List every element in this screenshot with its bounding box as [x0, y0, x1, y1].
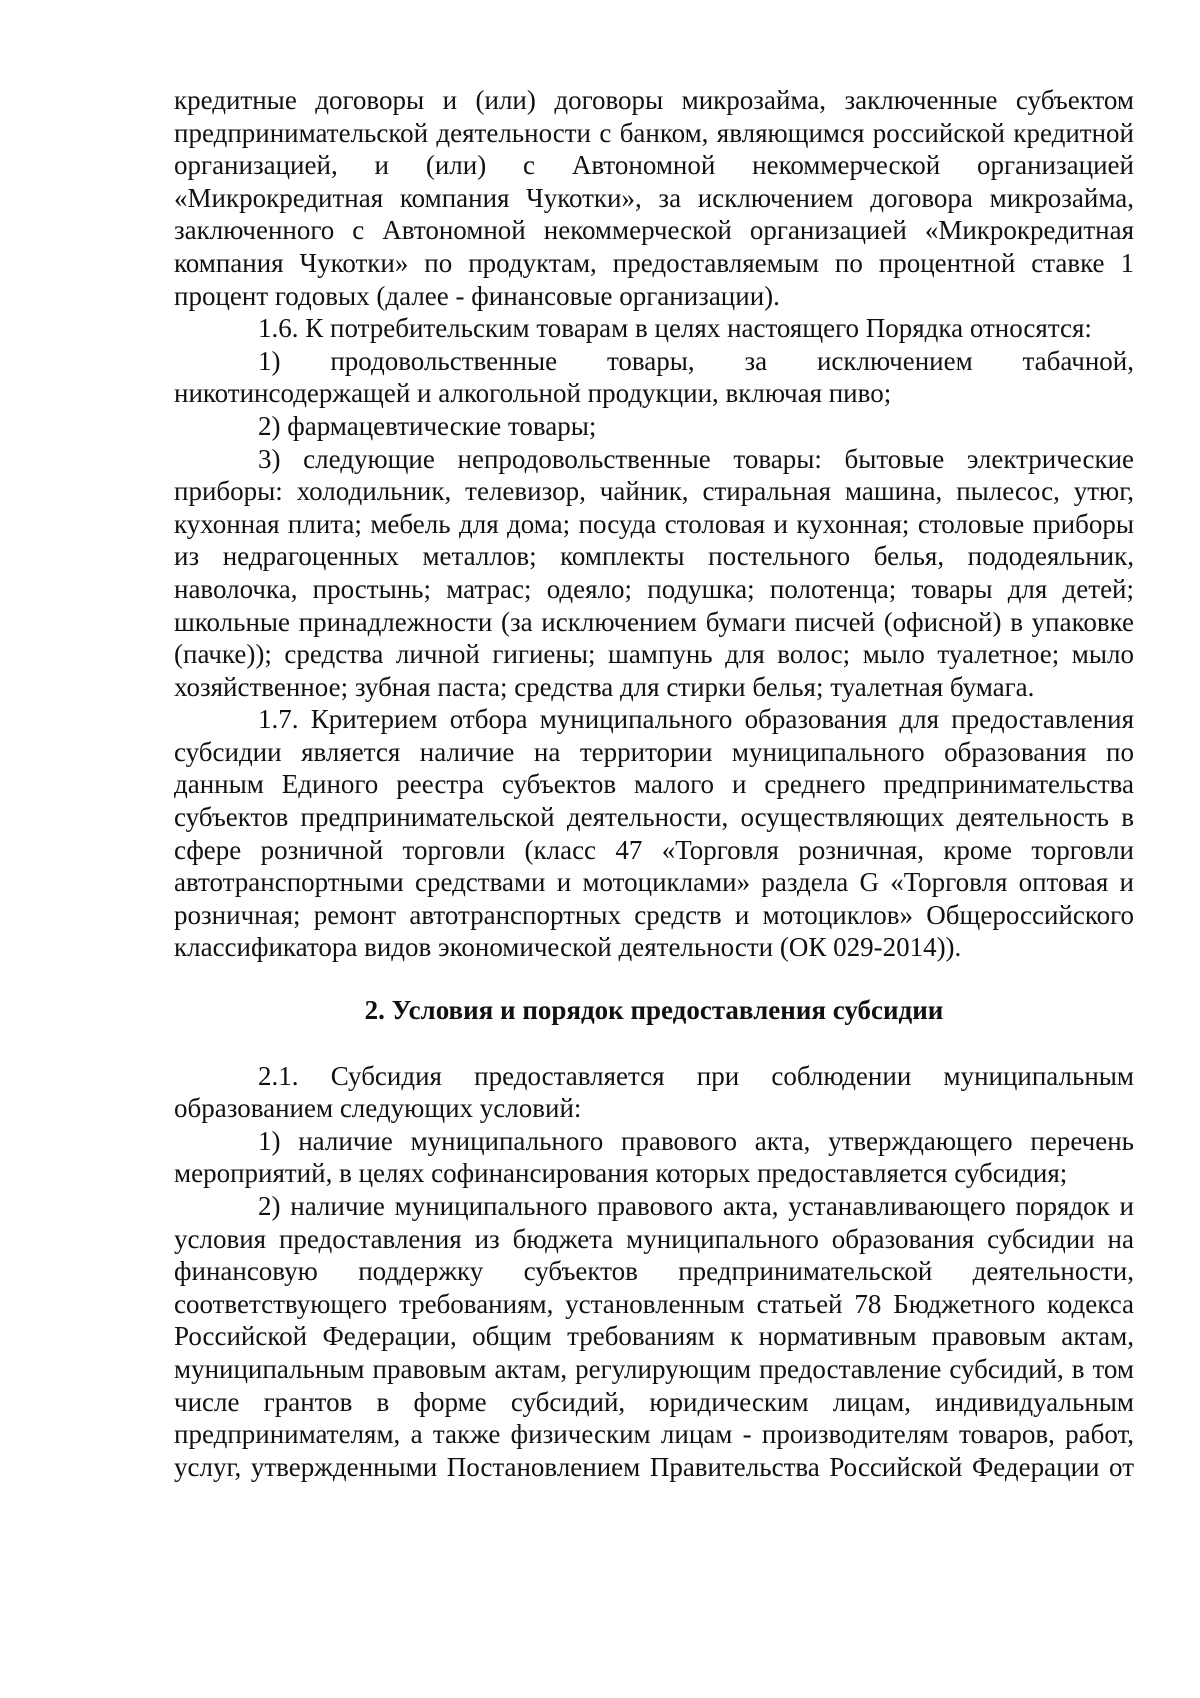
list-item-pharmaceutical: 2) фармацевтические товары;	[258, 410, 597, 441]
paragraph-credit-agreements: кредитные договоры и (или) договоры микрозайма, заключенные субъектом предпринимательской деятельности с банком, являющимся российской кредитной организацией, и (или) с Автономной некоммерческой организацией «Микрокредитная компания Чукотки», за исключением договора микрозайма, заключенного с Автономной некоммерческой организацией «Микрокредитная компания Чукотки» по продуктам, предоставляемым по процентной ставке 1 процент годовых (далее - финансовые организации).	[174, 85, 1134, 311]
paragraph-1-6: 1.6. К потребительским товарам в целях настоящего Порядка относятся:	[258, 313, 1092, 344]
condition-item-2: 2) наличие муниципального правового акта, устанавливающего порядок и условия предоставления из бюджета муниципального образования субсидии на финансовую поддержку субъектов предпринимательской деятельности, соответствующего требованиям, установленным статьей 78 Бюджетного кодекса Российской Федерации, общим требованиям к нормативным правовым актам, муниципальным правовым актам, регулирующим предоставление субсидий, в том числе грантов в форме субсидий, юридическим лицам, индивидуальным предпринимателям, а также физическим лицам - производителям товаров, работ, услуг, утвержденными Постановлением Правительства Российской Федерации от	[174, 1191, 1134, 1482]
paragraph-2-1: 2.1. Субсидия предоставляется при соблюдении муниципальным образованием следующих условий:	[174, 1060, 1134, 1124]
list-item-food-products: 1) продовольственные товары, за исключением табачной, никотинсодержащей и алкогольной продукции, включая пиво;	[174, 345, 1134, 409]
document-page	[174, 84, 1134, 1483]
paragraph-1-7: 1.7. Критерием отбора муниципального образования для предоставления субсидии является наличие на территории муниципального образования по данным Единого реестра субъектов малого и среднего предпринимательства субъектов предпринимательской деятельности, осуществляющих деятельность в сфере розничной торговли (класс 47 «Торговля розничная, кроме торговли автотранспортными средствами и мотоциклами» раздела G «Торговля оптовая и розничная; ремонт автотранспортных средств и мотоциклов» Общероссийского классификатора видов экономической деятельности (ОК 029-2014)).	[174, 704, 1134, 963]
list-item-non-food-products: 3) следующие непродовольственные товары: бытовые электрические приборы: холодильник, телевизор, чайник, стиральная машина, пылесос, утюг, кухонная плита; мебель для дома; посуда столовая и кухонная; столовые приборы из недрагоценных металлов; комплекты постельного белья, пододеяльник, наволочка, простынь; матрас; одеяло; подушка; полотенца; товары для детей; школьные принадлежности (за исключением бумаги писчей (офисной) в упаковке (пачке)); средства личной гигиены; шампунь для волос; мыло туалетное; мыло хозяйственное; зубная паста; средства для стирки белья; туалетная бумага.	[174, 443, 1134, 702]
section-heading-2: 2. Условия и порядок предоставления субсидии	[364, 995, 944, 1026]
condition-item-1: 1) наличие муниципального правового акта, утверждающего перечень мероприятий, в целях софинансирования которых предоставляется субсидия;	[174, 1125, 1134, 1189]
